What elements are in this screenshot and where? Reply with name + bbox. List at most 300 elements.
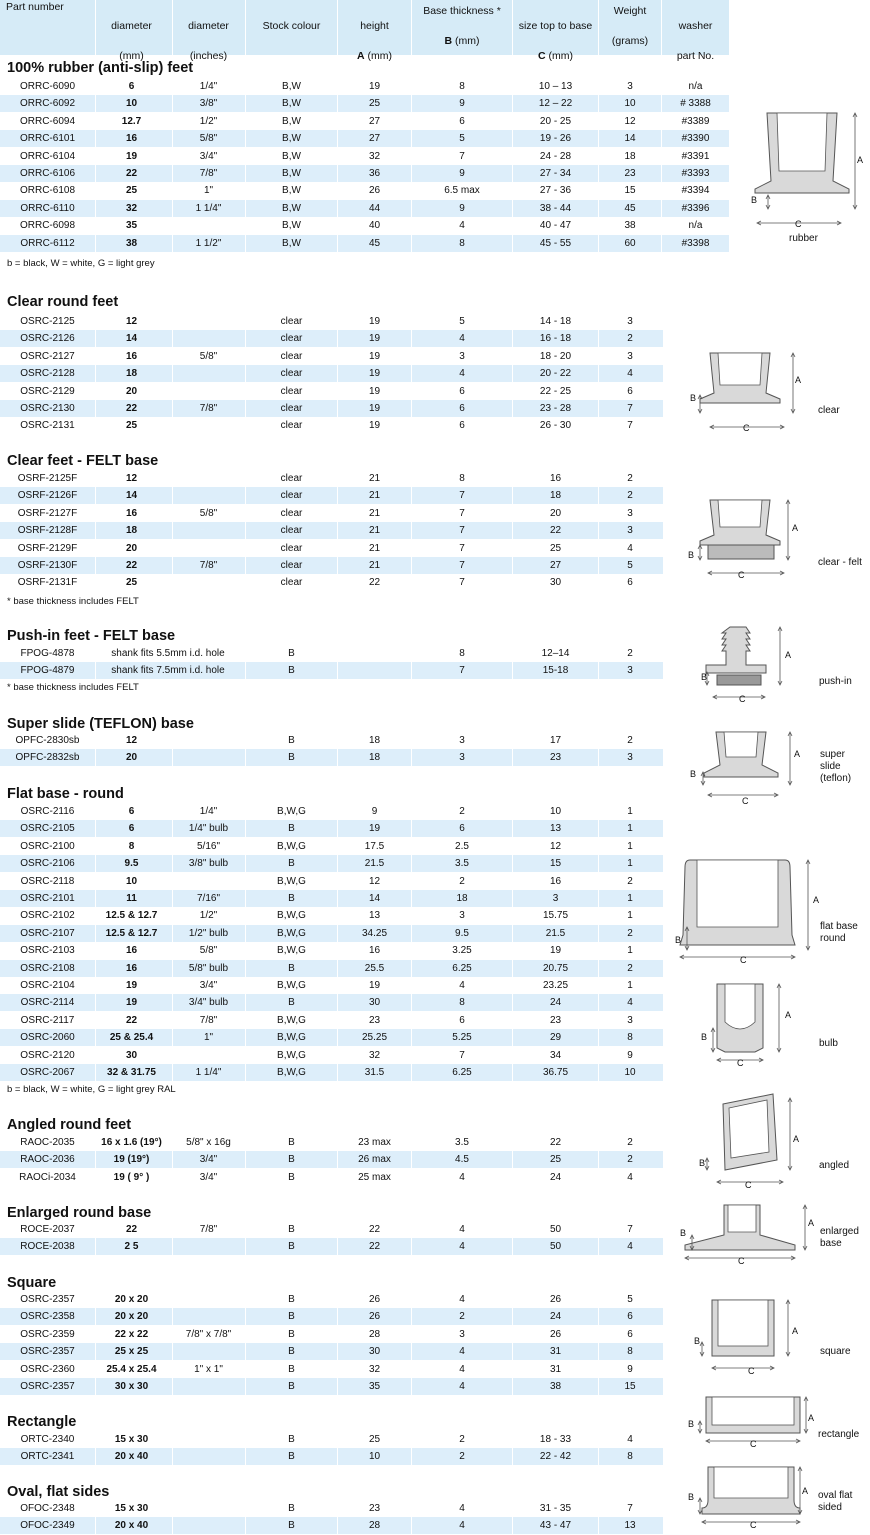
cell-outside-dia: 24 bbox=[512, 1169, 598, 1186]
table-row bbox=[0, 1169, 663, 1186]
cell-overall-height: 13 bbox=[337, 907, 411, 924]
cell-base-thickness: 3.25 bbox=[411, 942, 512, 959]
profile-drawing bbox=[675, 855, 865, 970]
cell-part-number: OFOC-2348 bbox=[20, 1503, 75, 1514]
cell-outside-dia: 12 – 22 bbox=[512, 95, 598, 112]
cell-overall-height: 23 bbox=[337, 1012, 411, 1029]
section-title: Flat base - round bbox=[7, 786, 124, 802]
cell-overall-height: 23 bbox=[337, 1500, 411, 1517]
cell-tube-inches: 1/4" bulb bbox=[172, 820, 244, 837]
cell-overall-height: 19 bbox=[337, 78, 411, 95]
cell-part-number: FPOG-4879 bbox=[20, 665, 75, 677]
cell-outside-dia: 26 bbox=[512, 1291, 598, 1308]
cell-outside-dia: 31 - 35 bbox=[512, 1500, 598, 1517]
cell-tube-inches: 1" x 1" bbox=[172, 1361, 244, 1378]
cell-overall-height bbox=[337, 645, 411, 662]
cell-tube-inches bbox=[172, 365, 244, 382]
cell-tube-mm: 20 x 40 bbox=[95, 1448, 167, 1465]
cell-tube-inches bbox=[172, 1378, 244, 1395]
cell-part-number: OSRF-2131F bbox=[17, 577, 78, 589]
cell-tube-inches: 5/16" bbox=[172, 838, 244, 855]
cell-overall-height: 40 bbox=[337, 217, 411, 234]
table-row bbox=[0, 873, 663, 890]
cell-tube-mm: 20 x 40 bbox=[95, 1517, 167, 1534]
cell-weight: 3 bbox=[598, 522, 661, 539]
cell-weight: 7 bbox=[598, 1500, 661, 1517]
cell-overall-height: 22 bbox=[337, 1221, 411, 1238]
cell-part-number: OSRC-2116 bbox=[20, 806, 75, 817]
cell-outside-dia: 19 bbox=[512, 942, 598, 959]
cell-part-number: OPFC-2832sb bbox=[15, 752, 80, 764]
section-title: Clear round feet bbox=[7, 294, 119, 310]
cell-washer-part: #3394 bbox=[661, 182, 729, 199]
cell-tube-mm: 30 x 30 bbox=[95, 1378, 167, 1395]
cell-washer-part: #3390 bbox=[661, 130, 729, 147]
dim-b-label: B bbox=[701, 672, 708, 682]
cell-base-thickness: 3 bbox=[411, 732, 512, 749]
table-row bbox=[0, 1029, 663, 1046]
cell-outside-dia: 21.5 bbox=[512, 925, 598, 942]
cell-tube-mm: 6 bbox=[95, 820, 167, 837]
table-row bbox=[0, 1134, 663, 1151]
cell-overall-height: 17.5 bbox=[337, 838, 411, 855]
cell-stock-colour: B bbox=[245, 1134, 337, 1151]
table-row bbox=[0, 645, 663, 662]
cell-base-thickness: 2 bbox=[411, 873, 512, 890]
table-row bbox=[0, 1448, 663, 1465]
cell-stock-colour: B bbox=[245, 1500, 337, 1517]
cell-base-thickness: 2 bbox=[411, 803, 512, 820]
cell-part-number: ORRC-6112 bbox=[20, 237, 75, 249]
table-row bbox=[0, 1291, 663, 1308]
cell-part-number: OSRC-2130 bbox=[20, 403, 75, 414]
cell-tube-inches bbox=[172, 1291, 244, 1308]
header-washer-part: washer part No. bbox=[661, 0, 729, 55]
cell-tube-mm: 20 bbox=[95, 540, 167, 557]
cell-outside-dia: 23 bbox=[512, 1012, 598, 1029]
cell-tube-mm: 12.5 & 12.7 bbox=[95, 925, 167, 942]
cell-stock-colour: B,W bbox=[245, 130, 337, 147]
cell-overall-height: 44 bbox=[337, 200, 411, 217]
cell-stock-colour: B,W,G bbox=[245, 1064, 337, 1081]
cell-outside-dia: 45 - 55 bbox=[512, 235, 598, 252]
cell-stock-colour: B,W,G bbox=[245, 907, 337, 924]
cell-tube-mm: shank fits 7.5mm i.d. hole bbox=[95, 662, 240, 679]
cell-outside-dia: 16 bbox=[512, 873, 598, 890]
cell-base-thickness: 3 bbox=[411, 749, 512, 766]
cell-tube-mm: 25 & 25.4 bbox=[95, 1029, 167, 1046]
cell-weight: 6 bbox=[598, 574, 661, 591]
cell-weight: 1 bbox=[598, 820, 661, 837]
cell-weight: 3 bbox=[598, 78, 661, 95]
cell-tube-inches: 7/8" bbox=[172, 400, 244, 417]
cell-part-number: OSRC-2060 bbox=[20, 1032, 75, 1044]
section-note: b = black, W = white, G = light grey bbox=[7, 258, 155, 269]
cell-outside-dia: 31 bbox=[512, 1343, 598, 1360]
cell-base-thickness: 6 bbox=[411, 400, 512, 417]
cell-tube-mm: 32 bbox=[95, 200, 167, 217]
dim-c-label: C bbox=[742, 796, 749, 806]
cell-outside-dia: 19 - 26 bbox=[512, 130, 598, 147]
cell-weight: 4 bbox=[598, 1431, 661, 1448]
cell-base-thickness: 7 bbox=[411, 574, 512, 591]
cell-tube-inches: 7/8" bbox=[172, 1221, 244, 1238]
table-row bbox=[0, 994, 663, 1011]
cell-overall-height: 16 bbox=[337, 942, 411, 959]
cell-tube-mm: 15 x 30 bbox=[95, 1431, 167, 1448]
cell-outside-dia: 27 bbox=[512, 557, 598, 574]
table-row bbox=[0, 470, 663, 487]
cell-part-number: OSRF-2129F bbox=[17, 542, 78, 554]
profile-diagram bbox=[675, 855, 865, 970]
cell-weight: 45 bbox=[598, 200, 661, 217]
table-row bbox=[0, 540, 663, 557]
table-row bbox=[0, 574, 663, 591]
cell-tube-inches: 5/8" bbox=[172, 505, 244, 522]
cell-weight: 1 bbox=[598, 977, 661, 994]
section-title: Rectangle bbox=[7, 1414, 77, 1430]
cell-overall-height: 21 bbox=[337, 540, 411, 557]
cell-tube-inches: 3/4" bbox=[172, 1151, 244, 1168]
cell-tube-mm: 19 bbox=[95, 148, 167, 165]
section-title: Oval, flat sides bbox=[7, 1484, 110, 1500]
cell-outside-dia: 43 - 47 bbox=[512, 1517, 598, 1534]
profile-drawing bbox=[688, 1296, 863, 1386]
cell-tube-mm: 20 x 20 bbox=[95, 1291, 167, 1308]
cell-washer-part: #3393 bbox=[661, 165, 729, 182]
cell-overall-height: 26 bbox=[337, 182, 411, 199]
table-row bbox=[0, 1431, 663, 1448]
table-row bbox=[0, 1047, 663, 1064]
cell-overall-height: 19 bbox=[337, 330, 411, 347]
cell-base-thickness: 18 bbox=[411, 890, 512, 907]
cell-tube-inches bbox=[172, 1517, 244, 1534]
cell-base-thickness: 4 bbox=[411, 1291, 512, 1308]
cell-weight: 5 bbox=[598, 557, 661, 574]
cell-stock-colour: B bbox=[245, 1343, 337, 1360]
dim-b-label: B bbox=[694, 1336, 701, 1346]
cell-tube-inches bbox=[172, 417, 244, 434]
cell-overall-height: 14 bbox=[337, 890, 411, 907]
cell-base-thickness: 7 bbox=[411, 662, 512, 679]
dim-b-label: B bbox=[680, 1228, 687, 1238]
cell-overall-height: 25 bbox=[337, 1431, 411, 1448]
cell-overall-height: 25 bbox=[337, 95, 411, 112]
table-row bbox=[0, 925, 663, 942]
table-row bbox=[0, 1151, 663, 1168]
cell-weight: 2 bbox=[598, 330, 661, 347]
cell-overall-height: 25.25 bbox=[337, 1029, 411, 1046]
table-row bbox=[0, 1238, 663, 1255]
cell-overall-height: 9 bbox=[337, 803, 411, 820]
cell-part-number: OSRF-2126F bbox=[17, 490, 78, 502]
table-row bbox=[0, 505, 663, 522]
figure-label: rectangle bbox=[818, 1429, 860, 1440]
cell-tube-inches: 7/8" bbox=[172, 1012, 244, 1029]
cell-stock-colour: B bbox=[245, 855, 337, 872]
cell-base-thickness: 3 bbox=[411, 1326, 512, 1343]
cell-tube-inches: 1 1/4" bbox=[172, 1064, 244, 1081]
cell-stock-colour: B,W,G bbox=[245, 942, 337, 959]
dim-b-label: B bbox=[688, 1492, 695, 1502]
cell-part-number: OSRF-2128F bbox=[17, 525, 78, 537]
cell-stock-colour: clear bbox=[245, 348, 337, 365]
cell-tube-mm: 32 & 31.75 bbox=[95, 1064, 167, 1081]
cell-stock-colour: B bbox=[245, 890, 337, 907]
cell-tube-inches: 3/4" bbox=[172, 148, 244, 165]
cell-part-number: ORRC-6090 bbox=[19, 81, 76, 92]
cell-part-number: OSRC-2357 bbox=[20, 1381, 75, 1392]
dim-c-label: C bbox=[738, 570, 745, 580]
table-row bbox=[0, 749, 663, 766]
cell-outside-dia: 22 - 42 bbox=[512, 1448, 598, 1465]
profile-drawing bbox=[695, 622, 865, 707]
cell-outside-dia: 27 - 34 bbox=[512, 165, 598, 182]
dim-c-label: C bbox=[740, 955, 747, 965]
cell-weight: 1 bbox=[598, 855, 661, 872]
section-title: Square bbox=[7, 1275, 57, 1291]
cell-base-thickness: 6 bbox=[411, 820, 512, 837]
cell-tube-mm: 19 ( 9° ) bbox=[95, 1169, 167, 1186]
cell-part-number: OSRC-2103 bbox=[20, 945, 75, 957]
cell-part-number: OSRC-2360 bbox=[20, 1363, 75, 1375]
table-row bbox=[0, 200, 729, 217]
cell-part-number: OPFC-2830sb bbox=[15, 735, 80, 746]
dim-c-label: C bbox=[750, 1439, 757, 1449]
figure-label: push-in bbox=[819, 676, 852, 687]
cell-base-thickness: 6.5 max bbox=[411, 182, 512, 199]
table-row bbox=[0, 820, 663, 837]
cell-weight: 2 bbox=[598, 470, 661, 487]
cell-outside-dia: 25 bbox=[512, 1151, 598, 1168]
section-title: Enlarged round base bbox=[7, 1205, 152, 1221]
cell-stock-colour: clear bbox=[245, 487, 337, 504]
cell-overall-height: 21 bbox=[337, 470, 411, 487]
cell-part-number: ORRC-6104 bbox=[19, 150, 76, 162]
cell-overall-height: 18 bbox=[337, 749, 411, 766]
cell-tube-mm: 25 bbox=[95, 417, 167, 434]
dim-c-label: C bbox=[738, 1256, 745, 1266]
cell-part-number: ORRC-6098 bbox=[19, 220, 76, 232]
section-note: * base thickness includes FELT bbox=[7, 682, 139, 693]
cell-washer-part: n/a bbox=[661, 217, 729, 234]
cell-tube-mm: 25 x 25 bbox=[95, 1343, 167, 1360]
cell-part-number: ORTC-2340 bbox=[20, 1434, 75, 1445]
cell-outside-dia: 25 bbox=[512, 540, 598, 557]
cell-tube-inches bbox=[172, 1238, 244, 1255]
table-header bbox=[0, 0, 729, 62]
cell-stock-colour: clear bbox=[245, 330, 337, 347]
section-title: Push-in feet - FELT base bbox=[7, 628, 176, 644]
cell-outside-dia: 3 bbox=[512, 890, 598, 907]
cell-overall-height: 19 bbox=[337, 313, 411, 330]
figure-label: enlarged base bbox=[820, 1226, 859, 1249]
cell-weight: 2 bbox=[598, 1151, 661, 1168]
cell-base-thickness: 2 bbox=[411, 1448, 512, 1465]
table-row bbox=[0, 148, 729, 165]
cell-tube-inches: 3/8" bbox=[172, 95, 244, 112]
cell-tube-mm: 6 bbox=[95, 78, 167, 95]
cell-stock-colour: clear bbox=[245, 400, 337, 417]
cell-base-thickness: 8 bbox=[411, 235, 512, 252]
cell-base-thickness: 7 bbox=[411, 505, 512, 522]
cell-base-thickness: 2 bbox=[411, 1308, 512, 1325]
cell-overall-height: 21 bbox=[337, 557, 411, 574]
table-row bbox=[0, 383, 663, 400]
cell-tube-mm: 35 bbox=[95, 217, 167, 234]
dim-b-label: B bbox=[675, 935, 682, 945]
cell-outside-dia: 20 - 22 bbox=[512, 365, 598, 382]
dim-c-label: C bbox=[750, 1520, 757, 1530]
cell-outside-dia: 10 – 13 bbox=[512, 78, 598, 95]
cell-overall-height: 22 bbox=[337, 574, 411, 591]
cell-part-number: OSRC-2125 bbox=[20, 316, 75, 327]
cell-tube-mm: 19 bbox=[95, 977, 167, 994]
dim-a-label: A bbox=[857, 155, 864, 165]
cell-weight: 15 bbox=[598, 182, 661, 199]
cell-part-number: OSRC-2067 bbox=[20, 1067, 75, 1078]
cell-weight: 18 bbox=[598, 148, 661, 165]
cell-part-number: OSRC-2117 bbox=[20, 1014, 75, 1026]
cell-base-thickness: 4 bbox=[411, 1343, 512, 1360]
cell-weight: 15 bbox=[598, 1378, 661, 1395]
cell-stock-colour: B bbox=[245, 1308, 337, 1325]
cell-base-thickness: 4 bbox=[411, 1238, 512, 1255]
cell-part-number: OSRC-2131 bbox=[20, 420, 75, 432]
cell-weight: 2 bbox=[598, 873, 661, 890]
cell-tube-mm: shank fits 5.5mm i.d. hole bbox=[95, 645, 240, 662]
cell-stock-colour: B bbox=[245, 1448, 337, 1465]
cell-base-thickness: 9.5 bbox=[411, 925, 512, 942]
dim-c-label: C bbox=[739, 694, 746, 704]
cell-stock-colour: clear bbox=[245, 313, 337, 330]
cell-part-number: OSRC-2126 bbox=[20, 333, 75, 345]
table-row bbox=[0, 838, 663, 855]
cell-base-thickness: 2.5 bbox=[411, 838, 512, 855]
table-row bbox=[0, 130, 729, 147]
cell-overall-height: 26 max bbox=[337, 1151, 411, 1168]
cell-part-number: ORRC-6101 bbox=[19, 133, 76, 145]
table-row bbox=[0, 1221, 663, 1238]
cell-tube-inches bbox=[172, 383, 244, 400]
cell-tube-mm: 25.4 x 25.4 bbox=[95, 1361, 167, 1378]
cell-stock-colour: B bbox=[245, 960, 337, 977]
cell-weight: 8 bbox=[598, 1343, 661, 1360]
dim-c-label: C bbox=[795, 219, 802, 229]
cell-stock-colour: clear bbox=[245, 417, 337, 434]
cell-washer-part: #3398 bbox=[661, 235, 729, 252]
cell-outside-dia: 38 - 44 bbox=[512, 200, 598, 217]
cell-tube-inches: 1/2" bbox=[172, 907, 244, 924]
cell-weight: 2 bbox=[598, 732, 661, 749]
cell-overall-height: 34.25 bbox=[337, 925, 411, 942]
cell-part-number: OSRC-2114 bbox=[20, 997, 75, 1009]
cell-base-thickness: 6 bbox=[411, 1012, 512, 1029]
cell-tube-mm: 15 x 30 bbox=[95, 1500, 167, 1517]
cell-overall-height: 22 bbox=[337, 1238, 411, 1255]
profile-diagram bbox=[688, 1462, 868, 1532]
cell-stock-colour: B bbox=[245, 1517, 337, 1534]
cell-stock-colour: clear bbox=[245, 574, 337, 591]
cell-tube-inches bbox=[172, 522, 244, 539]
cell-tube-inches: 1/2" bulb bbox=[172, 925, 244, 942]
table-row bbox=[0, 942, 663, 959]
cell-weight: 2 bbox=[598, 925, 661, 942]
dim-a-label: A bbox=[793, 1134, 800, 1144]
header-weight: Weight (grams) bbox=[598, 0, 661, 55]
cell-washer-part: #3396 bbox=[661, 200, 729, 217]
cell-base-thickness: 9 bbox=[411, 165, 512, 182]
cell-outside-dia: 26 - 30 bbox=[512, 417, 598, 434]
cell-weight: 60 bbox=[598, 235, 661, 252]
cell-washer-part: #3389 bbox=[661, 113, 729, 130]
cell-base-thickness: 4 bbox=[411, 977, 512, 994]
cell-overall-height: 19 bbox=[337, 383, 411, 400]
table-row bbox=[0, 890, 663, 907]
cell-overall-height: 27 bbox=[337, 130, 411, 147]
cell-tube-inches: 3/4" bulb bbox=[172, 994, 244, 1011]
dim-a-label: A bbox=[813, 895, 820, 905]
cell-washer-part: # 3388 bbox=[661, 95, 729, 112]
dim-a-label: A bbox=[785, 1010, 792, 1020]
section-title: Super slide (TEFLON) base bbox=[7, 716, 194, 732]
cell-base-thickness: 3 bbox=[411, 907, 512, 924]
cell-tube-mm: 16 bbox=[95, 960, 167, 977]
cell-weight: 2 bbox=[598, 487, 661, 504]
cell-base-thickness: 7 bbox=[411, 487, 512, 504]
cell-tube-inches: 5/8" bbox=[172, 348, 244, 365]
cell-part-number: OSRC-2357 bbox=[20, 1294, 75, 1305]
section-title: 100% rubber (anti-slip) feet bbox=[7, 60, 194, 76]
cell-tube-inches: 1" bbox=[172, 1029, 244, 1046]
cell-base-thickness: 5.25 bbox=[411, 1029, 512, 1046]
dim-b-label: B bbox=[751, 195, 758, 205]
cell-overall-height: 19 bbox=[337, 365, 411, 382]
cell-tube-inches bbox=[172, 470, 244, 487]
table-row bbox=[0, 1064, 663, 1081]
profile-diagram bbox=[690, 727, 865, 807]
figure-label: square bbox=[820, 1346, 851, 1357]
dim-c-label: C bbox=[748, 1366, 755, 1376]
profile-diagram bbox=[680, 1200, 865, 1270]
cell-stock-colour: B,W,G bbox=[245, 1012, 337, 1029]
profile-diagram bbox=[745, 105, 870, 250]
table-row bbox=[0, 662, 663, 679]
cell-outside-dia: 29 bbox=[512, 1029, 598, 1046]
cell-tube-inches bbox=[172, 313, 244, 330]
cell-tube-mm: 20 x 20 bbox=[95, 1308, 167, 1325]
cell-tube-inches: 7/8" x 7/8" bbox=[172, 1326, 244, 1343]
cell-base-thickness: 4 bbox=[411, 330, 512, 347]
cell-washer-part: #3391 bbox=[661, 148, 729, 165]
cell-tube-inches: 3/4" bbox=[172, 977, 244, 994]
cell-overall-height: 10 bbox=[337, 1448, 411, 1465]
cell-overall-height: 19 bbox=[337, 977, 411, 994]
cell-tube-mm: 18 bbox=[95, 522, 167, 539]
cell-weight: 7 bbox=[598, 417, 661, 434]
cell-weight: 10 bbox=[598, 1064, 661, 1081]
cell-overall-height: 21 bbox=[337, 505, 411, 522]
figure-label: oval flat sided bbox=[818, 1490, 853, 1513]
cell-outside-dia: 14 - 18 bbox=[512, 313, 598, 330]
cell-weight: 13 bbox=[598, 1517, 661, 1534]
cell-stock-colour: B bbox=[245, 1169, 337, 1186]
cell-outside-dia: 34 bbox=[512, 1047, 598, 1064]
cell-weight: 7 bbox=[598, 400, 661, 417]
table-row bbox=[0, 348, 663, 365]
cell-part-number: FPOG-4878 bbox=[20, 648, 75, 659]
cell-tube-inches bbox=[172, 1448, 244, 1465]
